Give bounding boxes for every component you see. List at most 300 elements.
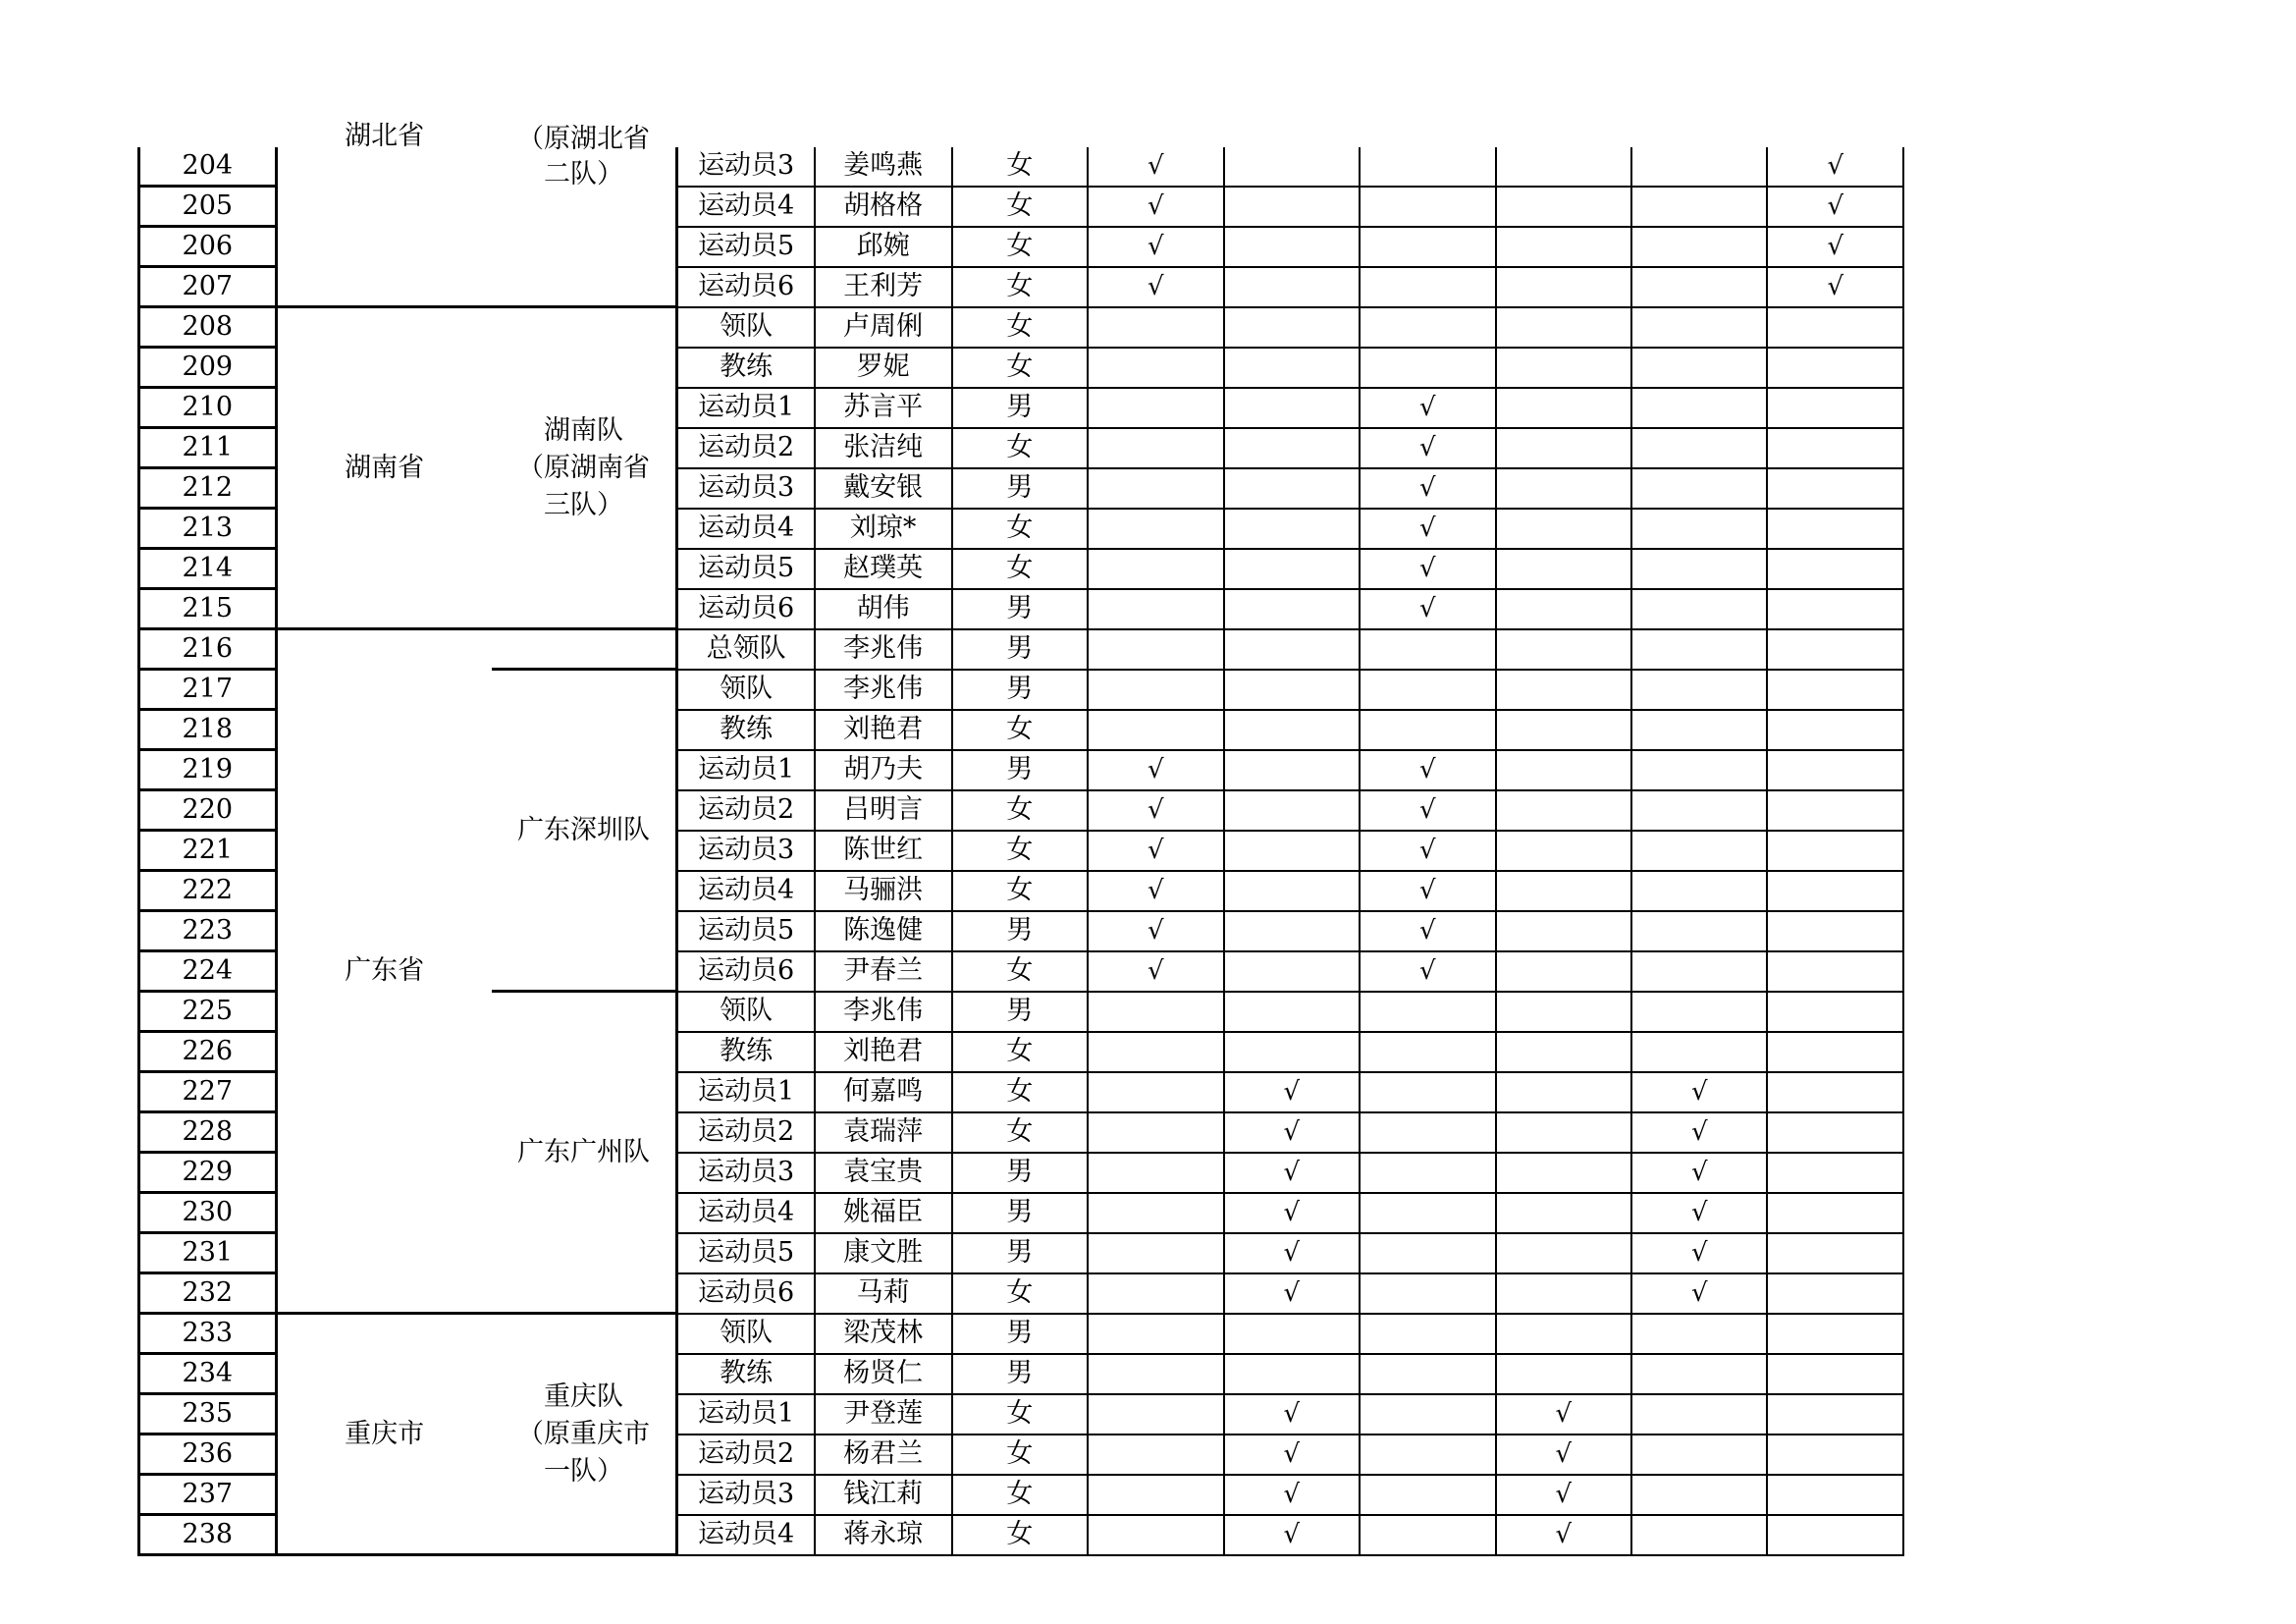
row-number: 224 [139, 951, 277, 992]
gender-cell: 女 [952, 348, 1089, 388]
event-check-5 [1631, 831, 1767, 871]
role-cell: 运动员1 [677, 750, 815, 790]
role-cell: 领队 [677, 307, 815, 348]
event-check-6 [1767, 750, 1903, 790]
row-number: 235 [139, 1394, 277, 1435]
event-check-4 [1496, 710, 1631, 750]
event-check-5 [1631, 549, 1767, 589]
event-check-4 [1496, 589, 1631, 629]
event-check-1 [1088, 1233, 1223, 1273]
row-number: 229 [139, 1153, 277, 1193]
event-check-2 [1224, 790, 1360, 831]
event-check-1: √ [1088, 790, 1223, 831]
gender-cell: 女 [952, 1032, 1089, 1072]
event-check-2: √ [1224, 1072, 1360, 1112]
gender-cell: 男 [952, 750, 1089, 790]
event-check-6 [1767, 871, 1903, 911]
role-cell: 运动员2 [677, 428, 815, 468]
event-check-5 [1631, 790, 1767, 831]
role-cell: 运动员2 [677, 790, 815, 831]
row-number: 204 [139, 147, 277, 187]
event-check-4 [1496, 750, 1631, 790]
event-check-2 [1224, 267, 1360, 307]
event-check-3 [1360, 1233, 1495, 1273]
role-cell: 运动员6 [677, 267, 815, 307]
gender-cell: 女 [952, 227, 1089, 267]
event-check-3 [1360, 187, 1495, 227]
event-check-4 [1496, 992, 1631, 1032]
event-check-5 [1631, 509, 1767, 549]
gender-cell: 男 [952, 589, 1089, 629]
event-check-5: √ [1631, 1112, 1767, 1153]
event-check-5 [1631, 1394, 1767, 1435]
name-cell: 康文胜 [815, 1233, 952, 1273]
event-check-5 [1631, 670, 1767, 710]
event-check-1: √ [1088, 147, 1223, 187]
event-check-6 [1767, 992, 1903, 1032]
event-check-3 [1360, 1354, 1495, 1394]
role-cell: 领队 [677, 670, 815, 710]
gender-cell: 女 [952, 1394, 1089, 1435]
event-check-6 [1767, 629, 1903, 670]
row-number: 215 [139, 589, 277, 629]
event-check-1 [1088, 1394, 1223, 1435]
event-check-1: √ [1088, 831, 1223, 871]
name-cell: 马莉 [815, 1273, 952, 1314]
event-check-5 [1631, 307, 1767, 348]
role-cell: 教练 [677, 1032, 815, 1072]
name-cell: 赵璞英 [815, 549, 952, 589]
event-check-4 [1496, 307, 1631, 348]
gender-cell: 女 [952, 509, 1089, 549]
gender-cell: 男 [952, 992, 1089, 1032]
row-number: 218 [139, 710, 277, 750]
event-check-3 [1360, 1314, 1495, 1354]
event-check-3 [1360, 992, 1495, 1032]
name-cell: 尹登莲 [815, 1394, 952, 1435]
event-check-5 [1631, 1354, 1767, 1394]
event-check-2 [1224, 468, 1360, 509]
event-check-4 [1496, 911, 1631, 951]
row-number: 216 [139, 629, 277, 670]
row-number: 227 [139, 1072, 277, 1112]
event-check-2 [1224, 629, 1360, 670]
role-cell: 运动员6 [677, 1273, 815, 1314]
event-check-1: √ [1088, 187, 1223, 227]
gender-cell: 女 [952, 871, 1089, 911]
row-number: 213 [139, 509, 277, 549]
role-cell: 总领队 [677, 629, 815, 670]
event-check-3: √ [1360, 871, 1495, 911]
name-cell: 胡格格 [815, 187, 952, 227]
name-cell: 刘艳君 [815, 1032, 952, 1072]
event-check-2: √ [1224, 1475, 1360, 1515]
name-cell: 陈逸健 [815, 911, 952, 951]
event-check-6 [1767, 589, 1903, 629]
gender-cell: 女 [952, 1072, 1089, 1112]
event-check-2 [1224, 388, 1360, 428]
event-check-5 [1631, 428, 1767, 468]
province-cell: 湖南省 [276, 307, 491, 629]
roster-sheet [137, 121, 1904, 1549]
event-check-1: √ [1088, 911, 1223, 951]
event-check-1 [1088, 549, 1223, 589]
event-check-1 [1088, 1153, 1223, 1193]
row-number: 220 [139, 790, 277, 831]
event-check-4 [1496, 1314, 1631, 1354]
table-row [139, 629, 1904, 670]
name-cell: 吕明言 [815, 790, 952, 831]
event-check-5 [1631, 750, 1767, 790]
event-check-1: √ [1088, 267, 1223, 307]
event-check-4 [1496, 147, 1631, 187]
event-check-3: √ [1360, 790, 1495, 831]
event-check-1 [1088, 1475, 1223, 1515]
row-number: 226 [139, 1032, 277, 1072]
province-cell: 重庆市 [276, 1314, 491, 1555]
role-cell: 运动员3 [677, 1153, 815, 1193]
name-cell: 姜鸣燕 [815, 147, 952, 187]
event-check-6 [1767, 1273, 1903, 1314]
event-check-4: √ [1496, 1475, 1631, 1515]
event-check-5 [1631, 267, 1767, 307]
event-check-1 [1088, 1314, 1223, 1354]
roster-table [137, 121, 1904, 1556]
event-check-5: √ [1631, 1153, 1767, 1193]
event-check-4 [1496, 388, 1631, 428]
gender-cell: 女 [952, 147, 1089, 187]
event-check-6 [1767, 307, 1903, 348]
role-cell: 运动员4 [677, 1193, 815, 1233]
table-row [139, 147, 1904, 187]
event-check-3: √ [1360, 468, 1495, 509]
event-check-6: √ [1767, 187, 1903, 227]
event-check-5 [1631, 710, 1767, 750]
event-check-5 [1631, 589, 1767, 629]
event-check-1 [1088, 1112, 1223, 1153]
event-check-3: √ [1360, 428, 1495, 468]
event-check-3: √ [1360, 509, 1495, 549]
name-cell: 蒋永琼 [815, 1515, 952, 1555]
event-check-2 [1224, 1354, 1360, 1394]
row-number: 208 [139, 307, 277, 348]
province-cell: 广东省 [276, 629, 491, 1314]
role-cell: 教练 [677, 348, 815, 388]
team-cell [492, 629, 677, 670]
row-number: 219 [139, 750, 277, 790]
event-check-3 [1360, 1515, 1495, 1555]
row-number: 222 [139, 871, 277, 911]
event-check-2 [1224, 750, 1360, 790]
name-cell: 胡伟 [815, 589, 952, 629]
event-check-4: √ [1496, 1515, 1631, 1555]
event-check-4: √ [1496, 1394, 1631, 1435]
gender-cell: 男 [952, 1314, 1089, 1354]
event-check-4 [1496, 790, 1631, 831]
role-cell: 教练 [677, 1354, 815, 1394]
event-check-3: √ [1360, 831, 1495, 871]
name-cell: 胡乃夫 [815, 750, 952, 790]
gender-cell: 女 [952, 267, 1089, 307]
gender-cell: 男 [952, 1193, 1089, 1233]
name-cell: 陈世红 [815, 831, 952, 871]
event-check-3 [1360, 348, 1495, 388]
name-cell: 戴安银 [815, 468, 952, 509]
event-check-6 [1767, 1435, 1903, 1475]
event-check-3 [1360, 267, 1495, 307]
role-cell: 领队 [677, 992, 815, 1032]
event-check-4 [1496, 428, 1631, 468]
event-check-3 [1360, 1072, 1495, 1112]
event-check-4 [1496, 871, 1631, 911]
role-cell: 运动员4 [677, 187, 815, 227]
role-cell: 教练 [677, 710, 815, 750]
event-check-2 [1224, 1032, 1360, 1072]
row-number: 223 [139, 911, 277, 951]
event-check-6 [1767, 790, 1903, 831]
gender-cell: 女 [952, 549, 1089, 589]
event-check-2 [1224, 428, 1360, 468]
event-check-2 [1224, 227, 1360, 267]
event-check-2: √ [1224, 1273, 1360, 1314]
event-check-5 [1631, 1435, 1767, 1475]
event-check-3 [1360, 629, 1495, 670]
name-cell: 李兆伟 [815, 992, 952, 1032]
event-check-5 [1631, 1314, 1767, 1354]
event-check-6 [1767, 348, 1903, 388]
event-check-5 [1631, 1515, 1767, 1555]
role-cell: 运动员5 [677, 1233, 815, 1273]
event-check-3: √ [1360, 589, 1495, 629]
name-cell: 李兆伟 [815, 670, 952, 710]
event-check-6 [1767, 911, 1903, 951]
event-check-1 [1088, 710, 1223, 750]
event-check-3: √ [1360, 750, 1495, 790]
event-check-1 [1088, 348, 1223, 388]
event-check-2 [1224, 670, 1360, 710]
event-check-6 [1767, 670, 1903, 710]
role-cell: 运动员5 [677, 227, 815, 267]
event-check-1 [1088, 1072, 1223, 1112]
event-check-6 [1767, 831, 1903, 871]
role-cell: 运动员4 [677, 1515, 815, 1555]
team-cell: 广东广州队 [492, 992, 677, 1314]
row-number: 233 [139, 1314, 277, 1354]
gender-cell: 女 [952, 1273, 1089, 1314]
event-check-1 [1088, 1193, 1223, 1233]
team-cell: （原湖北省 二队） [492, 122, 677, 282]
name-cell: 王利芳 [815, 267, 952, 307]
event-check-4 [1496, 468, 1631, 509]
gender-cell: 女 [952, 951, 1089, 992]
event-check-2 [1224, 147, 1360, 187]
event-check-4: √ [1496, 1435, 1631, 1475]
event-check-2 [1224, 549, 1360, 589]
event-check-2 [1224, 509, 1360, 549]
event-check-5 [1631, 187, 1767, 227]
event-check-2 [1224, 911, 1360, 951]
name-cell: 梁茂林 [815, 1314, 952, 1354]
event-check-5 [1631, 147, 1767, 187]
event-check-1 [1088, 992, 1223, 1032]
name-cell: 袁宝贵 [815, 1153, 952, 1193]
role-cell: 运动员3 [677, 831, 815, 871]
row-number: 228 [139, 1112, 277, 1153]
row-number: 232 [139, 1273, 277, 1314]
event-check-6: √ [1767, 227, 1903, 267]
event-check-3 [1360, 1153, 1495, 1193]
gender-cell: 女 [952, 831, 1089, 871]
province-cell: 湖北省 [276, 126, 491, 286]
event-check-6 [1767, 1475, 1903, 1515]
event-check-5: √ [1631, 1193, 1767, 1233]
name-cell: 何嘉鸣 [815, 1072, 952, 1112]
gender-cell: 女 [952, 187, 1089, 227]
event-check-4 [1496, 267, 1631, 307]
event-check-4 [1496, 227, 1631, 267]
event-check-1: √ [1088, 750, 1223, 790]
event-check-1: √ [1088, 227, 1223, 267]
row-number: 210 [139, 388, 277, 428]
event-check-4 [1496, 187, 1631, 227]
row-number: 237 [139, 1475, 277, 1515]
name-cell: 袁瑞萍 [815, 1112, 952, 1153]
row-number: 238 [139, 1515, 277, 1555]
gender-cell: 男 [952, 670, 1089, 710]
row-number: 206 [139, 227, 277, 267]
row-number: 231 [139, 1233, 277, 1273]
event-check-4 [1496, 1193, 1631, 1233]
event-check-6 [1767, 1515, 1903, 1555]
name-cell: 卢周俐 [815, 307, 952, 348]
gender-cell: 男 [952, 911, 1089, 951]
name-cell: 杨贤仁 [815, 1354, 952, 1394]
event-check-3: √ [1360, 388, 1495, 428]
gender-cell: 男 [952, 1153, 1089, 1193]
gender-cell: 女 [952, 428, 1089, 468]
role-cell: 运动员6 [677, 589, 815, 629]
event-check-2 [1224, 348, 1360, 388]
event-check-6 [1767, 1072, 1903, 1112]
gender-cell: 女 [952, 710, 1089, 750]
row-number: 217 [139, 670, 277, 710]
event-check-3: √ [1360, 951, 1495, 992]
gender-cell: 女 [952, 1475, 1089, 1515]
event-check-4 [1496, 348, 1631, 388]
event-check-2: √ [1224, 1112, 1360, 1153]
event-check-4 [1496, 1072, 1631, 1112]
event-check-5 [1631, 348, 1767, 388]
event-check-2 [1224, 307, 1360, 348]
role-cell: 运动员3 [677, 1475, 815, 1515]
event-check-6 [1767, 388, 1903, 428]
team-cell: 广东深圳队 [492, 670, 677, 992]
event-check-6 [1767, 1032, 1903, 1072]
event-check-3 [1360, 1273, 1495, 1314]
name-cell: 邱婉 [815, 227, 952, 267]
event-check-5 [1631, 992, 1767, 1032]
event-check-6 [1767, 1314, 1903, 1354]
event-check-5 [1631, 871, 1767, 911]
table-row [139, 307, 1904, 348]
event-check-3 [1360, 1112, 1495, 1153]
event-check-4 [1496, 1233, 1631, 1273]
gender-cell: 男 [952, 1354, 1089, 1394]
event-check-2 [1224, 589, 1360, 629]
event-check-6 [1767, 1233, 1903, 1273]
event-check-1 [1088, 428, 1223, 468]
role-cell: 运动员5 [677, 549, 815, 589]
row-number: 214 [139, 549, 277, 589]
name-cell: 尹春兰 [815, 951, 952, 992]
row-number: 234 [139, 1354, 277, 1394]
role-cell: 运动员5 [677, 911, 815, 951]
row-number: 207 [139, 267, 277, 307]
event-check-4 [1496, 509, 1631, 549]
event-check-4 [1496, 1032, 1631, 1072]
event-check-1 [1088, 1515, 1223, 1555]
event-check-1 [1088, 1032, 1223, 1072]
name-cell: 苏言平 [815, 388, 952, 428]
name-cell: 钱江莉 [815, 1475, 952, 1515]
event-check-1 [1088, 670, 1223, 710]
row-number: 236 [139, 1435, 277, 1475]
event-check-3 [1360, 670, 1495, 710]
event-check-3 [1360, 1193, 1495, 1233]
role-cell: 运动员3 [677, 147, 815, 187]
row-number: 225 [139, 992, 277, 1032]
event-check-4 [1496, 629, 1631, 670]
role-cell: 领队 [677, 1314, 815, 1354]
event-check-1 [1088, 1273, 1223, 1314]
event-check-2: √ [1224, 1435, 1360, 1475]
event-check-5 [1631, 629, 1767, 670]
event-check-6 [1767, 951, 1903, 992]
role-cell: 运动员1 [677, 1072, 815, 1112]
event-check-3: √ [1360, 911, 1495, 951]
event-check-3 [1360, 1435, 1495, 1475]
event-check-5 [1631, 1032, 1767, 1072]
event-check-5 [1631, 468, 1767, 509]
role-cell: 运动员3 [677, 468, 815, 509]
row-number: 212 [139, 468, 277, 509]
event-check-1: √ [1088, 951, 1223, 992]
event-check-1 [1088, 468, 1223, 509]
name-cell: 张洁纯 [815, 428, 952, 468]
event-check-2: √ [1224, 1515, 1360, 1555]
event-check-3 [1360, 1475, 1495, 1515]
event-check-6 [1767, 1112, 1903, 1153]
role-cell: 运动员4 [677, 509, 815, 549]
event-check-1 [1088, 1354, 1223, 1394]
gender-cell: 女 [952, 790, 1089, 831]
event-check-5: √ [1631, 1072, 1767, 1112]
event-check-2 [1224, 710, 1360, 750]
name-cell: 马骊洪 [815, 871, 952, 911]
event-check-5 [1631, 951, 1767, 992]
event-check-6 [1767, 509, 1903, 549]
team-cell: 湖南队 （原湖南省 三队） [492, 307, 677, 629]
event-check-6 [1767, 1193, 1903, 1233]
event-check-2: √ [1224, 1193, 1360, 1233]
event-check-1 [1088, 589, 1223, 629]
event-check-6: √ [1767, 267, 1903, 307]
event-check-6 [1767, 1394, 1903, 1435]
gender-cell: 女 [952, 1435, 1089, 1475]
event-check-6 [1767, 710, 1903, 750]
team-cell: 重庆队 （原重庆市 一队） [492, 1314, 677, 1555]
event-check-3: √ [1360, 549, 1495, 589]
